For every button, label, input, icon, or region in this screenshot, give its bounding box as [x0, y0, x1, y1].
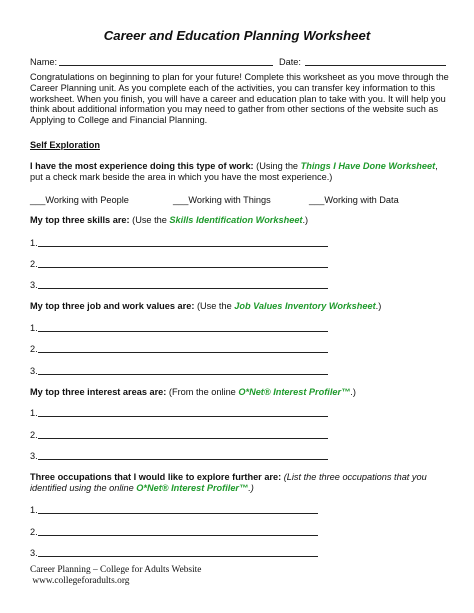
values-item-2-number: 2.	[30, 344, 38, 354]
occupations-item-2-number: 2.	[30, 527, 38, 537]
values-bold: My top three job and work values are:	[30, 301, 195, 311]
skills-pre: (Use the	[129, 215, 170, 225]
interests-prompt	[30, 387, 356, 397]
experience-post: , put a check mark beside the area in which you have the most experience.)	[30, 161, 438, 182]
interests-item-1-number: 1.	[30, 408, 38, 418]
skills-post: .)	[302, 215, 309, 225]
values-item-1-line[interactable]	[38, 331, 328, 332]
interests-pre: (From the online	[166, 387, 239, 397]
skills-item-1-line[interactable]	[38, 246, 328, 247]
date-label: Date:	[279, 57, 301, 67]
interests-bold: My top three interest areas are:	[30, 387, 167, 397]
values-item-3-number: 3.	[30, 366, 38, 376]
skills-item-3-line[interactable]	[38, 288, 328, 289]
experience-pre: (Using the	[253, 161, 301, 171]
occupations-ref: O*Net® Interest Profiler™	[136, 482, 249, 493]
occupations-item-1-line[interactable]	[38, 513, 318, 514]
skills-ref: Skills Identification Worksheet	[169, 215, 303, 225]
interests-post: .)	[350, 387, 356, 397]
occupations-item-2-line[interactable]	[38, 535, 318, 536]
skills-item-1-number: 1.	[30, 238, 38, 248]
option-things[interactable]: ___Working with Things	[173, 195, 271, 205]
skills-item-2-number: 2.	[30, 259, 38, 269]
name-label: Name:	[30, 57, 58, 67]
values-item-1-number: 1.	[30, 323, 38, 333]
option-data[interactable]: ___Working with Data	[309, 195, 399, 205]
section-heading-self-exploration: Self Exploration	[30, 140, 100, 150]
values-post: .)	[375, 301, 382, 311]
interests-item-2-line[interactable]	[38, 438, 328, 439]
values-pre: (Use the	[194, 301, 235, 311]
interests-item-3-number: 3.	[30, 451, 38, 461]
occupations-item-1-number: 1.	[30, 505, 38, 515]
page-title: Career and Education Planning Worksheet	[103, 28, 371, 43]
interests-item-1-line[interactable]	[38, 416, 328, 417]
skills-bold: My top three skills are:	[30, 215, 130, 225]
values-item-2-line[interactable]	[38, 352, 328, 353]
intro-paragraph: Congratulations on beginning to plan for your future! Complete this worksheet as you move through the Career Planning unit. As you complete each of the activities, you can transfer key information to this worksheet. When you finish, you will have a career and education plan to take with you. It will help you think about additional information you may need to gather from other sections of the website such as Applying to College and Financial Planning.	[30, 72, 449, 126]
option-people[interactable]: ___Working with People	[30, 195, 129, 205]
occupations-item-3-number: 3.	[30, 548, 38, 558]
values-prompt	[30, 301, 381, 311]
date-line[interactable]	[305, 65, 446, 66]
interests-item-2-number: 2.	[30, 430, 38, 440]
skills-item-2-line[interactable]	[38, 267, 328, 268]
interests-ref: O*Net® Interest Profiler™	[238, 387, 351, 397]
experience-prompt	[30, 161, 450, 183]
footer-site-name: Career Planning – College for Adults Website	[30, 565, 202, 575]
values-item-3-line[interactable]	[38, 374, 328, 375]
experience-bold: I have the most experience doing this type of work:	[30, 161, 254, 171]
skills-item-3-number: 3.	[30, 280, 38, 290]
skills-prompt	[30, 215, 308, 225]
footer-url[interactable]: www.collegeforadults.org	[30, 576, 130, 586]
occupations-bold: Three occupations that I would like to explore further are:	[30, 472, 282, 482]
interests-item-3-line[interactable]	[38, 459, 328, 460]
occupations-post: .)	[248, 482, 254, 493]
occupations-prompt	[30, 472, 450, 494]
name-line[interactable]	[59, 65, 273, 66]
experience-ref: Things I Have Done Worksheet	[300, 161, 436, 171]
occupations-pre: (List the three occupations that you identified using the online	[30, 472, 427, 493]
occupations-item-3-line[interactable]	[38, 556, 318, 557]
values-ref: Job Values Inventory Worksheet	[234, 301, 376, 311]
